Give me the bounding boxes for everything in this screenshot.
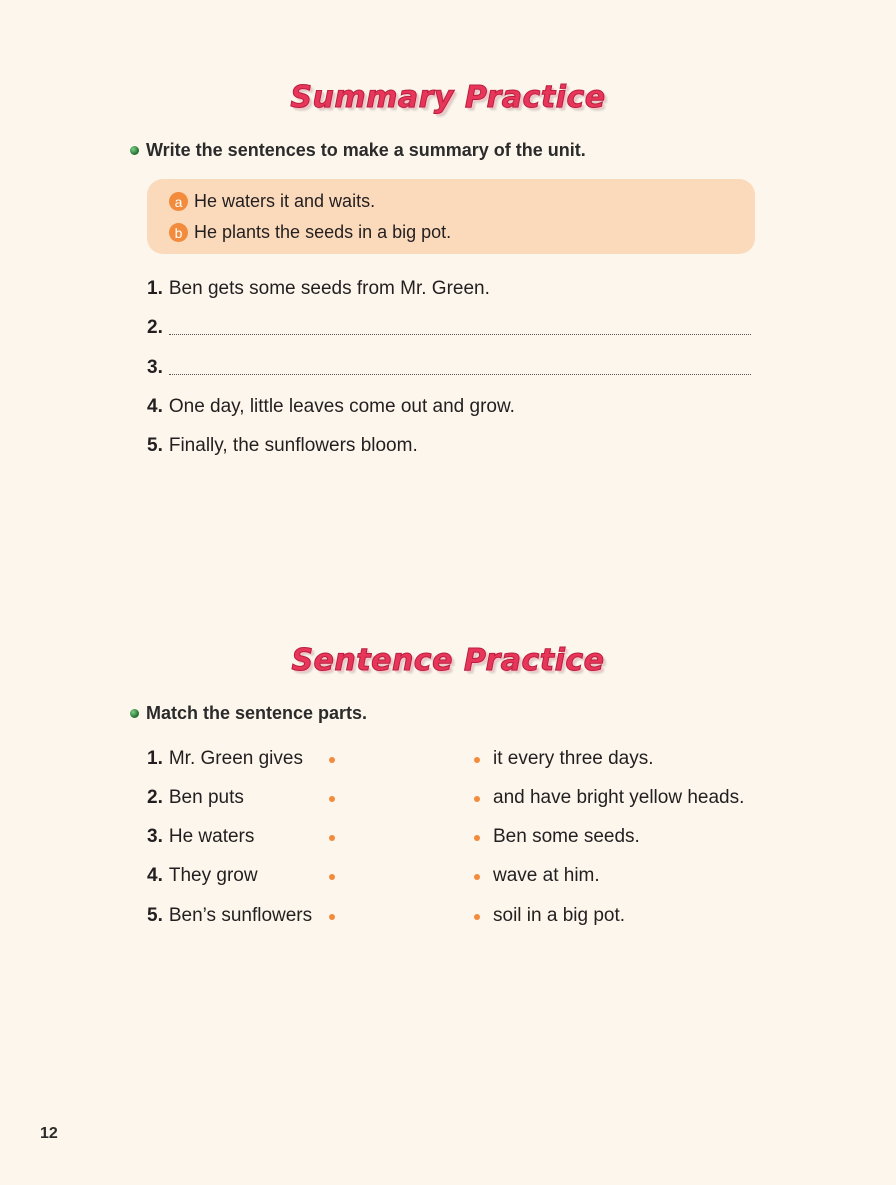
- match-left-text: They grow: [168, 865, 258, 886]
- match-right-1: it every three days.: [493, 748, 654, 769]
- item-text: Finally, the sunflowers bloom.: [168, 435, 418, 456]
- option-text-b: He plants the seeds in a big pot.: [194, 222, 452, 242]
- bullet-icon: [130, 709, 139, 718]
- match-dot-right-2[interactable]: [474, 796, 480, 802]
- summary-instruction: [130, 140, 586, 161]
- item-number: 3.: [147, 826, 163, 847]
- match-dot-left-4[interactable]: [329, 874, 335, 880]
- match-right-4: wave at him.: [493, 865, 600, 886]
- item-number: 1.: [147, 748, 163, 769]
- item-number: 5.: [147, 435, 163, 456]
- bullet-icon: [130, 146, 139, 155]
- match-left-2: [147, 787, 244, 809]
- item-number: 2.: [147, 317, 163, 338]
- match-dot-left-1[interactable]: [329, 757, 335, 763]
- page-number: 12: [40, 1125, 58, 1142]
- match-left-5: [147, 905, 312, 927]
- sentence-title: Sentence Practice: [291, 643, 605, 678]
- match-left-1: [147, 748, 303, 770]
- summary-item-4: [147, 396, 515, 418]
- item-number: 2.: [147, 787, 163, 808]
- match-right-5: soil in a big pot.: [493, 905, 626, 926]
- item-number: 3.: [147, 357, 163, 378]
- option-text-a: He waters it and waits.: [194, 191, 376, 211]
- match-dot-right-4[interactable]: [474, 874, 480, 880]
- item-number: 4.: [147, 865, 163, 886]
- match-dot-left-5[interactable]: [329, 914, 335, 920]
- item-number: 1.: [147, 278, 163, 299]
- item-number: 5.: [147, 905, 163, 926]
- summary-item-3[interactable]: [147, 357, 751, 379]
- match-right-2: and have bright yellow heads.: [493, 787, 745, 808]
- answer-blank[interactable]: [169, 373, 751, 375]
- match-dot-right-1[interactable]: [474, 757, 480, 763]
- match-dot-right-5[interactable]: [474, 914, 480, 920]
- match-left-text: Ben’s sunflowers: [168, 905, 313, 926]
- option-a: [169, 191, 375, 212]
- summary-instruction-text: Write the sentences to make a summary of the unit.: [146, 140, 586, 160]
- match-left-text: Mr. Green gives: [168, 748, 303, 769]
- match-left-text: Ben puts: [168, 787, 244, 808]
- option-letter-b: b: [169, 223, 188, 242]
- summary-item-5: [147, 435, 418, 457]
- sentence-instruction-text: Match the sentence parts.: [146, 703, 368, 723]
- summary-title: Summary Practice: [290, 80, 606, 115]
- option-letter-a: a: [169, 192, 188, 211]
- item-number: 4.: [147, 396, 163, 417]
- match-dot-right-3[interactable]: [474, 835, 480, 841]
- match-dot-left-2[interactable]: [329, 796, 335, 802]
- match-dot-left-3[interactable]: [329, 835, 335, 841]
- match-right-3: Ben some seeds.: [493, 826, 640, 847]
- sentence-instruction: [130, 703, 367, 724]
- item-text: Ben gets some seeds from Mr. Green.: [168, 278, 490, 299]
- match-left-4: [147, 865, 258, 887]
- match-left-3: [147, 826, 254, 848]
- option-b: [169, 222, 451, 243]
- summary-item-2[interactable]: [147, 317, 751, 339]
- item-text: One day, little leaves come out and grow.: [168, 396, 515, 417]
- answer-blank[interactable]: [169, 333, 751, 335]
- options-box: [147, 179, 755, 254]
- summary-item-1: [147, 278, 490, 300]
- match-left-text: He waters: [168, 826, 255, 847]
